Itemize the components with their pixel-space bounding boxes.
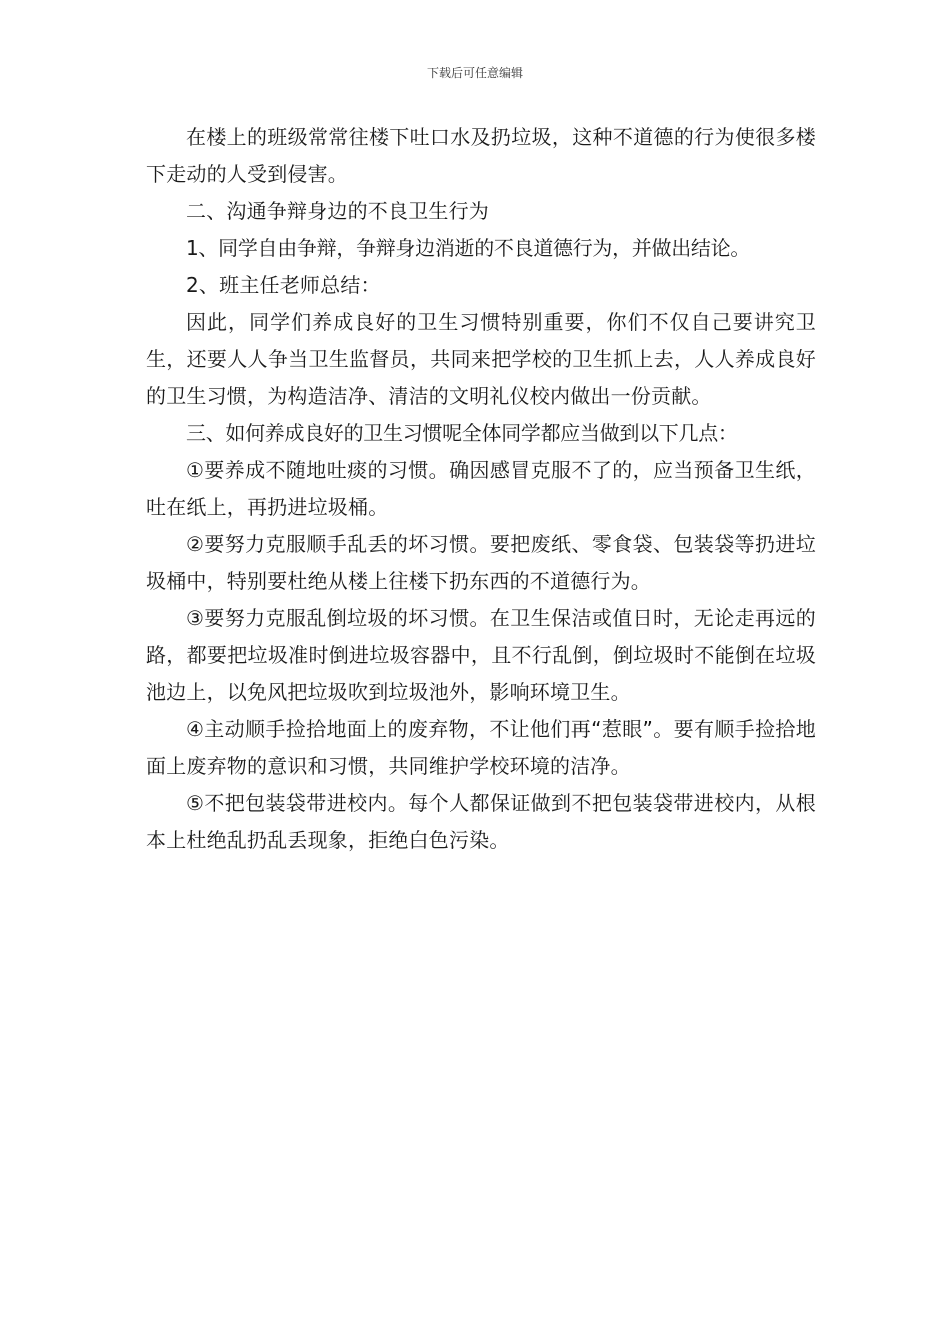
point-3: ③要努力克服乱倒垃圾的坏习惯。在卫生保洁或值日时，无论走再远的路，都要把垃圾准时倒进垃圾容器中，且不行乱倒，倒垃圾时不能倒在垃圾池边上，以免风把垃圾吹到垃圾池外，影响环境卫生。 [146,606,816,704]
point-2: ②要努力克服顺手乱丢的坏习惯。要把废纸、零食袋、包装袋等扔进垃圾桶中，特别要杜绝从楼上往楼下扔东西的不道德行为。 [146,532,816,593]
section-heading-2: 二、沟通争辩身边的不良卫生行为 [186,199,489,223]
list-item-2: 2、班主任老师总结： [186,273,381,297]
section-heading-3: 三、如何养成良好的卫生习惯呢全体同学都应当做到以下几点： [186,421,738,445]
paragraph-1: 在楼上的班级常常往楼下吐口水及扔垃圾，这种不道德的行为使很多楼下走动的人受到侵害。 [146,125,816,186]
point-1: ①要养成不随地吐痰的习惯。确因感冒克服不了的，应当预备卫生纸，吐在纸上，再扔进垃圾桶。 [146,458,816,519]
document-body [146,119,816,859]
page-header: 下载后可任意编辑 [426,66,523,80]
point-5: ⑤不把包装袋带进校内。每个人都保证做到不把包装袋带进校内，从根本上杜绝乱扔乱丢现象，拒绝白色污染。 [146,791,816,852]
point-4: ④主动顺手捡拾地面上的废弃物，不让他们再“惹眼”。要有顺手捡拾地面上废弃物的意识和习惯，共同维护学校环境的洁净。 [146,717,816,778]
paragraph-summary: 因此，同学们养成良好的卫生习惯特别重要，你们不仅自己要讲究卫生，还要人人争当卫生监督员，共同来把学校的卫生抓上去，人人养成良好的卫生习惯，为构造洁净、清洁的文明礼仪校内做出一份贡献。 [146,310,816,408]
list-item-1: 1、同学自由争辩，争辩身边消逝的不良道德行为，并做出结论。 [186,236,751,260]
